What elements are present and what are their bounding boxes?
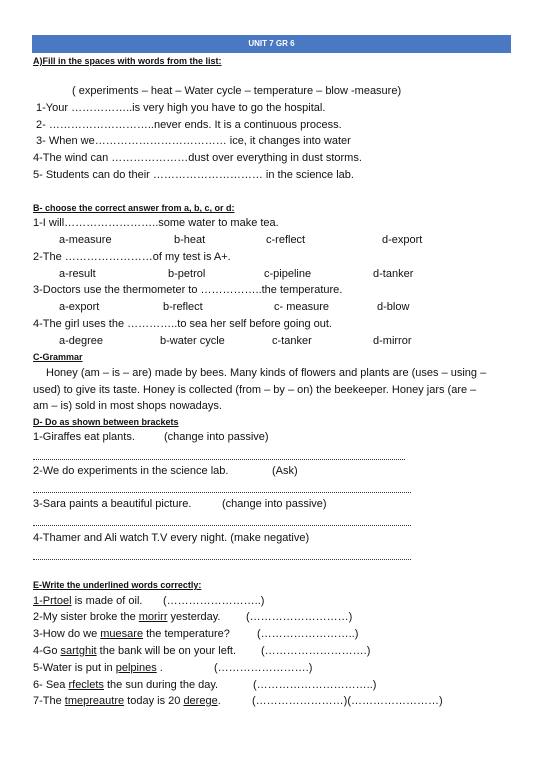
item-text: the bank will be on your left.	[96, 645, 237, 657]
fill-line-5: 5- Students can do their ………………………… in the science lab.	[33, 169, 354, 181]
answer-line[interactable]	[33, 525, 411, 526]
option-c: c-pipeline	[264, 268, 312, 280]
misspelled-word: rfeclets	[68, 679, 104, 691]
item-text: 6- Sea	[33, 679, 69, 691]
choice-question-1: 1-I will……………………..some water to make tea.	[33, 217, 279, 229]
choice-question-3: 3-Doctors use the thermometer to ……………..the temperature.	[33, 284, 343, 296]
section-b-heading: B- choose the correct answer from a, b, c, or d:	[33, 203, 235, 213]
item-text: the temperature?	[143, 628, 230, 640]
option-d: d-export	[382, 234, 423, 246]
item-text: 5-Water is put in	[33, 662, 116, 674]
grammar-line-2: used) to give its taste. Honey is collected (from – by – on) the beekeeper. Honey jars (are –	[33, 384, 477, 396]
misspelled-word: tmepreautre	[64, 695, 125, 707]
item-text: 7-The	[33, 695, 65, 707]
answer-blank[interactable]: (………………………)	[246, 611, 353, 623]
item-text: .	[156, 662, 163, 674]
answer-blank[interactable]: (……………………..)	[163, 595, 265, 607]
transform-instruction-3: (change into passive)	[222, 498, 327, 510]
answer-blank[interactable]: (…………………….)	[214, 662, 313, 674]
transform-sentence-4: 4-Thamer and Ali watch T.V every night. (make negative)	[33, 532, 310, 544]
misspelled-word: Prtoel	[42, 595, 72, 607]
misspelled-word: derege	[183, 695, 218, 707]
item-text: yesterday.	[167, 611, 221, 623]
option-b: b-water cycle	[160, 335, 225, 347]
fill-line-2: 2- ………………………..never ends. It is a continuous process.	[36, 119, 342, 131]
spelling-item-3	[33, 628, 230, 640]
item-number: 1-	[33, 595, 43, 607]
spelling-item-7	[33, 695, 221, 707]
answer-blank[interactable]: (……………………)(……………………)	[252, 695, 443, 707]
transform-sentence-2: 2-We do experiments in the science lab.	[33, 465, 229, 477]
option-a: a-result	[59, 268, 96, 280]
transform-sentence-3: 3-Sara paints a beautiful picture.	[33, 498, 192, 510]
item-text: 4-Go	[33, 645, 61, 657]
word-list: ( experiments – heat – Water cycle – temperature – blow -measure)	[72, 85, 402, 97]
misspelled-word: morirr	[138, 611, 168, 623]
spelling-item-6	[33, 679, 218, 691]
answer-blank[interactable]: (……………………..)	[257, 628, 359, 640]
item-text: .	[217, 695, 221, 707]
option-b: b-reflect	[163, 301, 203, 313]
option-d: d-blow	[377, 301, 410, 313]
option-c: c- measure	[274, 301, 330, 313]
section-e-heading: E-Write the underlined words correctly:	[33, 580, 202, 590]
answer-line[interactable]	[33, 459, 405, 460]
option-c: c-tanker	[272, 335, 312, 347]
section-a-heading: A)Fill in the spaces with words from the list:	[33, 56, 222, 66]
answer-blank[interactable]: (……………………….)	[261, 645, 371, 657]
item-text: 2-My sister broke the	[33, 611, 139, 623]
misspelled-word: muesare	[100, 628, 144, 640]
spelling-item-2	[33, 611, 220, 623]
transform-sentence-1: 1-Giraffes eat plants.	[33, 431, 135, 443]
section-d-heading: D- Do as shown between brackets	[33, 417, 179, 427]
option-d: d-mirror	[373, 335, 412, 347]
answer-line[interactable]	[33, 559, 411, 560]
answer-line[interactable]	[33, 492, 411, 493]
item-text: 3-How do we	[33, 628, 101, 640]
option-b: b-heat	[174, 234, 206, 246]
fill-line-4: 4-The wind can …………………dust over everything in dust storms.	[33, 152, 362, 164]
spelling-item-5	[33, 662, 163, 674]
item-text: today is 20	[124, 695, 184, 707]
transform-instruction-1: (change into passive)	[164, 431, 269, 443]
misspelled-word: sartghit	[60, 645, 97, 657]
answer-blank[interactable]: (…………………………..)	[253, 679, 377, 691]
grammar-line-1: Honey (am – is – are) made by bees. Many kinds of flowers and plants are (uses – using –	[46, 367, 487, 379]
spelling-item-1	[33, 595, 142, 607]
grammar-line-3: am – is) sold in most shops nowadays.	[33, 400, 222, 412]
fill-line-1: 1-Your ……………..is very high you have to go the hospital.	[36, 102, 326, 114]
choice-question-4: 4-The girl uses the …………..to sea her self before going out.	[33, 318, 332, 330]
transform-instruction-2: (Ask)	[272, 465, 298, 477]
option-b: b-petrol	[168, 268, 206, 280]
option-a: a-measure	[59, 234, 112, 246]
spelling-item-4	[33, 645, 236, 657]
choice-question-2: 2-The ……………………of my test is A+.	[33, 251, 231, 263]
item-text: is made of oil.	[71, 595, 143, 607]
option-d: d-tanker	[373, 268, 414, 280]
option-a: a-export	[59, 301, 100, 313]
fill-line-3: 3- When we……………………………… ice, it changes into water	[36, 135, 351, 147]
option-a: a-degree	[59, 335, 104, 347]
item-text: the sun during the day.	[103, 679, 219, 691]
unit-header: UNIT 7 GR 6	[32, 35, 511, 53]
misspelled-word: pelpines	[115, 662, 157, 674]
option-c: c-reflect	[266, 234, 306, 246]
section-c-heading: C-Grammar	[33, 352, 83, 362]
